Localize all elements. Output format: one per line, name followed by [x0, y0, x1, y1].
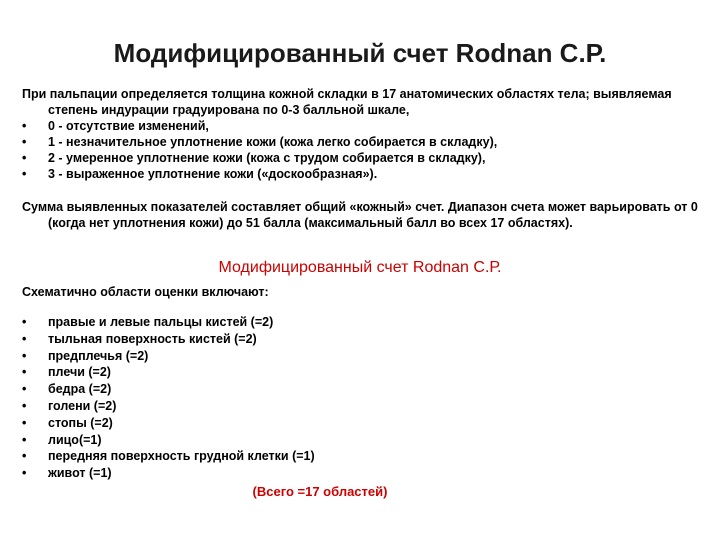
- list-item: [22, 432, 702, 449]
- sum-paragraph: Сумма выявленных показателей составляет общий «кожный» счет. Диапазон счета может варьировать от 0 (когда нет уплотнения кожи) до 51 балла (максимальный балл во всех 17 областях).: [22, 200, 698, 230]
- list-item: [22, 398, 702, 415]
- bullet-icon: •: [22, 331, 27, 346]
- area-text: лицо(=1): [48, 432, 102, 447]
- bullet-icon: •: [22, 449, 27, 464]
- palpation-intro: При пальпации определяется толщина кожной складки в 17 анатомических областях тела; выявляемая степень индурации градуирована по 0-3 балльной шкале,: [22, 87, 672, 117]
- bullet-icon: •: [22, 415, 27, 430]
- list-item: [22, 134, 702, 150]
- list-item: [22, 331, 702, 348]
- page-title: Модифицированный счет Rodnan С.Р.: [113, 38, 607, 68]
- list-item: [22, 150, 702, 166]
- list-item: [22, 364, 702, 381]
- bullet-icon: •: [22, 135, 27, 149]
- bullet-icon: •: [22, 167, 27, 181]
- list-item: [22, 381, 702, 398]
- list-item: [22, 448, 702, 465]
- grades-list: [22, 118, 702, 182]
- grade-text: 0 - отсутствие изменений,: [48, 119, 209, 133]
- grade-text: 2 - умеренное уплотнение кожи (кожа с трудом собирается в складку),: [48, 151, 486, 165]
- bullet-icon: •: [22, 398, 27, 413]
- area-text: стопы (=2): [48, 415, 113, 430]
- list-item: [22, 314, 702, 331]
- area-text: бедра (=2): [48, 382, 112, 397]
- bullet-icon: •: [22, 466, 27, 481]
- palpation-section: [22, 86, 702, 182]
- bullet-icon: •: [22, 365, 27, 380]
- list-item: [22, 348, 702, 365]
- areas-intro: Схематично области оценки включают:: [22, 285, 269, 299]
- bullet-icon: •: [22, 432, 27, 447]
- bullet-icon: •: [22, 382, 27, 397]
- area-text: передняя поверхность грудной клетки (=1): [48, 449, 315, 464]
- bullet-icon: •: [22, 119, 27, 133]
- area-text: плечи (=2): [48, 365, 111, 380]
- area-text: живот (=1): [48, 466, 112, 481]
- list-item: [22, 118, 702, 134]
- total-areas: (Всего =17 областей): [252, 484, 388, 499]
- area-text: предплечья (=2): [48, 348, 149, 363]
- area-text: тыльная поверхность кистей (=2): [48, 331, 257, 346]
- area-text: правые и левые пальцы кистей (=2): [48, 315, 274, 329]
- bullet-icon: •: [22, 315, 27, 329]
- bullet-icon: •: [22, 348, 27, 363]
- list-item: [22, 166, 702, 182]
- area-text: голени (=2): [48, 398, 117, 413]
- areas-list: [22, 314, 702, 482]
- list-item: [22, 465, 702, 482]
- grade-text: 3 - выраженное уплотнение кожи («доскообразная»).: [48, 167, 378, 181]
- section-subtitle: Модифицированный счет Rodnan С.Р.: [218, 259, 502, 276]
- grade-text: 1 - незначительное уплотнение кожи (кожа легко собирается в складку),: [48, 135, 498, 149]
- list-item: [22, 415, 702, 432]
- bullet-icon: •: [22, 151, 27, 165]
